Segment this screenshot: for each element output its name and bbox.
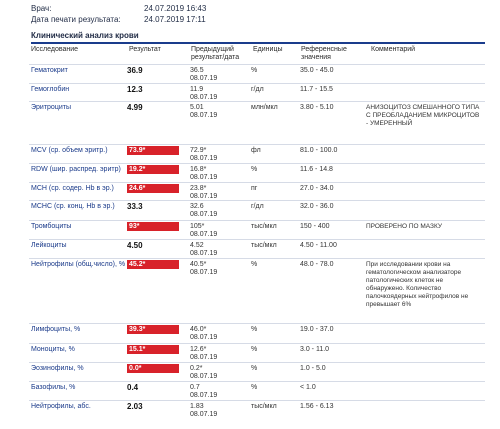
units: %	[251, 67, 258, 74]
previous-result-date: 08.07.19	[190, 354, 218, 361]
result-value: 36.9	[127, 66, 143, 75]
units: %	[251, 261, 258, 268]
previous-result-value: 0.7	[190, 384, 200, 391]
previous-result-date: 08.07.19	[190, 334, 218, 341]
units: фл	[251, 147, 261, 154]
table-row	[29, 163, 485, 183]
table-row	[29, 258, 485, 324]
previous-result-value: 16.8*	[190, 166, 207, 173]
reference-range: 27.0 - 34.0	[300, 185, 334, 192]
col-header-result: Результат	[129, 46, 161, 53]
result-value: 93*	[127, 222, 179, 231]
col-header-units: Единицы	[253, 46, 283, 53]
previous-result	[190, 365, 248, 381]
units: %	[251, 384, 258, 391]
result-value: 33.3	[127, 202, 143, 211]
table-row	[29, 362, 485, 382]
previous-result-date: 08.07.19	[190, 392, 218, 399]
reference-range: 81.0 - 100.0	[300, 147, 338, 154]
units: %	[251, 365, 258, 372]
test-name: Тромбоциты	[31, 223, 72, 230]
previous-result-value: 32.6	[190, 203, 204, 210]
units: тыс/мкл	[251, 403, 277, 410]
previous-result-value: 0.2*	[190, 365, 203, 372]
result-value: 73.9*	[127, 146, 179, 155]
table-row	[29, 144, 485, 164]
table-row	[29, 343, 485, 363]
previous-result-date: 08.07.19	[190, 269, 218, 276]
previous-result-value: 105*	[190, 223, 205, 230]
table-row	[29, 83, 485, 102]
table-header	[31, 44, 485, 65]
doctor-label: Врач:	[31, 4, 52, 13]
test-name: Гемоглобин	[31, 86, 70, 93]
section-title: Клинический анализ крови	[31, 31, 139, 40]
col-header-prev: Предыдущий результат/дата	[191, 46, 240, 61]
result-value: 4.50	[127, 241, 143, 250]
previous-result-value: 4.52	[190, 242, 204, 249]
result-value: 15.1*	[127, 345, 179, 354]
previous-result-value: 12.6*	[190, 346, 207, 353]
previous-result	[190, 261, 248, 277]
previous-result-date: 08.07.19	[190, 250, 218, 257]
col-header-test: Исследование	[31, 46, 79, 53]
previous-result-date: 08.07.19	[190, 112, 218, 119]
previous-result	[190, 403, 248, 419]
units: тыс/мкл	[251, 242, 277, 249]
units: млн/мкл	[251, 104, 278, 111]
test-name: RDW (шир. распред. эритр)	[31, 166, 121, 173]
table-row	[29, 64, 485, 84]
test-name: MCH (ср. содер. Hb в эр.)	[31, 185, 114, 192]
test-name: Лимфоциты, %	[31, 326, 81, 333]
previous-result-value: 36.5	[190, 67, 204, 74]
previous-result-date: 08.07.19	[190, 373, 218, 380]
previous-result-date: 08.07.19	[190, 211, 218, 218]
previous-result	[190, 346, 248, 362]
col-header-ref: Референсные значения	[301, 46, 347, 61]
reference-range: 35.0 - 45.0	[300, 67, 334, 74]
previous-result-date: 08.07.19	[190, 155, 218, 162]
reference-range: 1.56 - 6.13	[300, 403, 334, 410]
reference-range: 150 - 400	[300, 223, 330, 230]
reference-range: 3.0 - 11.0	[300, 346, 330, 353]
reference-range: < 1.0	[300, 384, 316, 391]
reference-range: 11.6 - 14.8	[300, 166, 333, 173]
previous-result	[190, 242, 248, 258]
previous-result-date: 08.07.19	[190, 411, 218, 418]
table-row	[29, 323, 485, 344]
previous-result	[190, 223, 248, 239]
previous-result-date: 08.07.19	[190, 193, 218, 200]
test-name: Базофилы, %	[31, 384, 76, 391]
table-row	[29, 381, 485, 401]
reference-range: 19.0 - 37.0	[300, 326, 334, 333]
comment: АНИЗОЦИТОЗ СМЕШАННОГО ТИПА С ПРЕОБЛАДАНИЕМ МИКРОЦИТОВ - УМЕРЕННЫЙ	[366, 104, 480, 127]
print-date-value: 24.07.2019 17:11	[144, 15, 206, 24]
previous-result-value: 1.83	[190, 403, 204, 410]
units: %	[251, 326, 258, 333]
previous-result	[190, 147, 248, 163]
reference-range: 32.0 - 36.0	[300, 203, 334, 210]
table-row	[29, 220, 485, 240]
previous-result	[190, 326, 248, 342]
previous-result	[190, 203, 248, 219]
reference-range: 4.50 - 11.00	[300, 242, 337, 249]
test-name: Эозинофилы, %	[31, 365, 84, 372]
result-value: 39.3*	[127, 325, 179, 334]
test-name: Моноциты, %	[31, 346, 75, 353]
units: г/дл	[251, 86, 264, 93]
previous-result	[190, 185, 248, 201]
units: г/дл	[251, 203, 264, 210]
result-value: 12.3	[127, 85, 143, 94]
comment: ПРОВЕРЕНО ПО МАЗКУ	[366, 223, 442, 230]
previous-result-date: 08.07.19	[190, 174, 218, 181]
test-name: MCHC (ср. конц. Hb в эр.)	[31, 203, 115, 210]
previous-result-date: 08.07.19	[190, 231, 218, 238]
test-name: Нейтрофилы (общ.число), %	[31, 261, 126, 268]
units: пг	[251, 185, 258, 192]
table-row	[29, 400, 485, 421]
table-row	[29, 182, 485, 201]
units: %	[251, 346, 258, 353]
result-value: 4.99	[127, 103, 143, 112]
table-row	[29, 239, 485, 259]
test-name: Эритроциты	[31, 104, 71, 111]
units: %	[251, 166, 258, 173]
previous-result-value: 11.9	[190, 86, 204, 93]
result-value: 45.2*	[127, 260, 179, 269]
previous-result-value: 72.9*	[190, 147, 207, 154]
test-name: MCV (ср. объем эритр.)	[31, 147, 108, 154]
result-value: 0.0*	[127, 364, 179, 373]
previous-result-date: 08.07.19	[190, 94, 218, 101]
result-value: 24.6*	[127, 184, 179, 193]
previous-result-date: 08.07.19	[190, 75, 218, 82]
reference-range: 11.7 - 15.5	[300, 86, 333, 93]
reference-range: 48.0 - 78.0	[300, 261, 334, 268]
previous-result	[190, 67, 248, 83]
previous-result	[190, 104, 248, 120]
previous-result	[190, 166, 248, 182]
test-name: Нейтрофилы, абс.	[31, 403, 91, 410]
previous-result-value: 5.01	[190, 104, 204, 111]
print-date-label: Дата печати результата:	[31, 15, 121, 24]
previous-result-value: 40.5*	[190, 261, 207, 268]
units: тыс/мкл	[251, 223, 277, 230]
col-header-comment: Комментарий	[371, 46, 416, 53]
table-row	[29, 101, 485, 145]
previous-result	[190, 86, 248, 102]
test-name: Лейкоциты	[31, 242, 67, 249]
result-value: 19.2*	[127, 165, 179, 174]
reference-range: 3.80 - 5.10	[300, 104, 334, 111]
comment: При исследовании крови на гематологическом анализаторе патологических клеток не обнаружено. Количество палочкоядерных нейтрофилов не превышает 6%	[366, 261, 469, 308]
table-row	[29, 200, 485, 221]
doctor-date: 24.07.2019 16:43	[144, 4, 207, 13]
previous-result-value: 46.0*	[190, 326, 207, 333]
reference-range: 1.0 - 5.0	[300, 365, 326, 372]
result-value: 2.03	[127, 402, 143, 411]
test-name: Гематокрит	[31, 67, 68, 74]
previous-result	[190, 384, 248, 400]
result-value: 0.4	[127, 383, 139, 392]
previous-result-value: 23.8*	[190, 185, 207, 192]
